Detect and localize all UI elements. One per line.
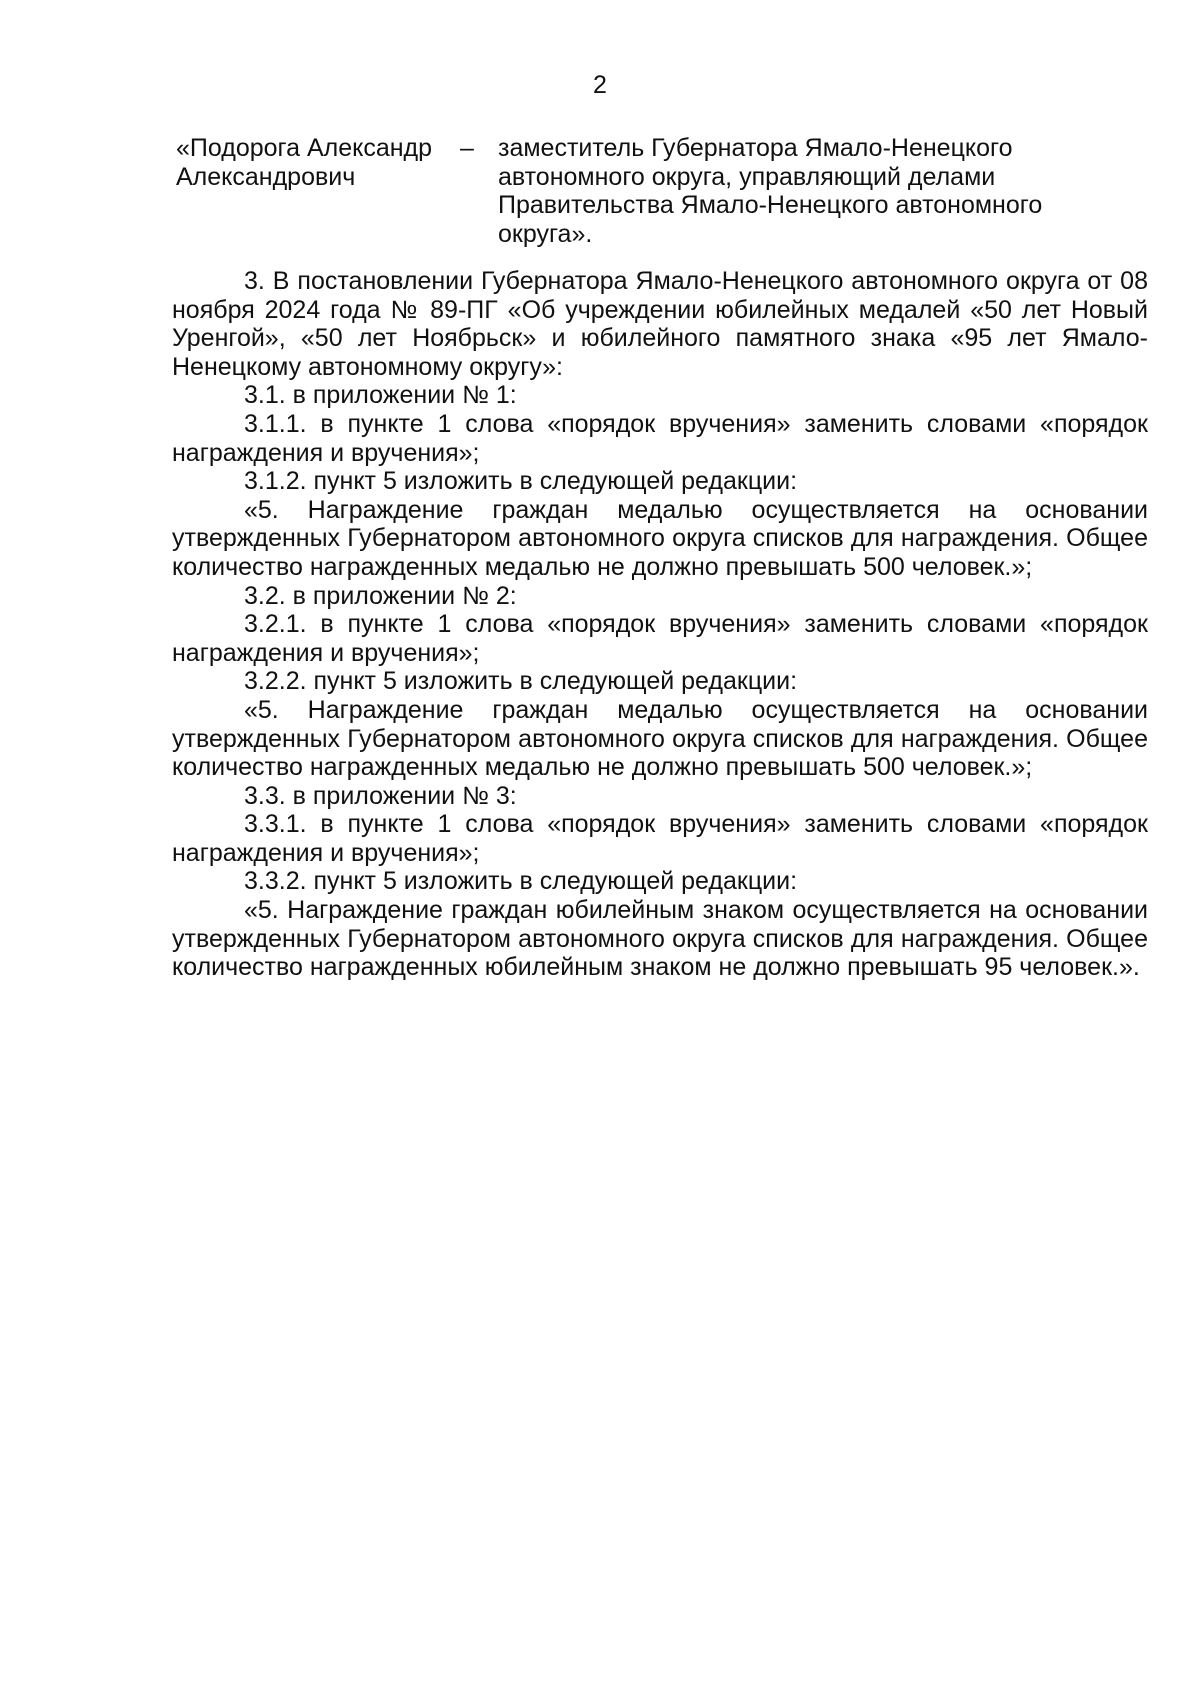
appointee-position: заместитель Губернатора Ямало-Ненецкого автономного округа, управляющий делами Правительства Ямало-Ненецкого автономного округа». (498, 134, 1043, 248)
paragraph-3-3-2: 3.3.2. пункт 5 изложить в следующей редакции: (244, 867, 798, 896)
appointee-name-line2: Александрович (176, 162, 356, 191)
paragraph-3-1: 3.1. в приложении № 1: (244, 381, 517, 410)
appointee-name (176, 134, 476, 191)
paragraph-3-3-2-text: «5. Награждение граждан юбилейным знаком осуществляется на основании утвержденных Губернатором автономного округа списков для награждения. Общее количество награжденных юбилейным знаком не должно превышать 95 человек.». (172, 896, 1148, 982)
paragraph-3-2-2-text: «5. Награждение граждан медалью осуществляется на основании утвержденных Губернатором автономного округа списков для награждения. Общее количество награжденных медалью не должно превышать 500 человек.»; (172, 695, 1148, 782)
paragraph-3-2-2: 3.2.2. пункт 5 изложить в следующей редакции: (244, 667, 798, 696)
paragraph-3: 3. В постановлении Губернатора Ямало-Ненецкого автономного округа от 08 ноября 2024 года № 89-ПГ «Об учреждении юбилейных медалей «50 лет Новый Уренгой», «50 лет Ноябрьск» и юбилейного памятного знака «95 лет Ямало-Ненецкому автономному округу»: (172, 267, 1148, 381)
paragraph-3-1-2: 3.1.2. пункт 5 изложить в следующей редакции: (244, 467, 798, 496)
page-number: 2 (593, 71, 607, 99)
paragraph-3-3: 3.3. в приложении № 3: (244, 781, 517, 810)
paragraph-3-2-1: 3.2.1. в пункте 1 слова «порядок вручения» заменить словами «порядок награждения и вручения»; (172, 610, 1148, 667)
appointment-dash: – (460, 134, 474, 162)
appointee-name-line1: «Подорога Александр (176, 134, 433, 162)
document-body (172, 267, 1148, 982)
paragraph-3-3-1: 3.3.1. в пункте 1 слова «порядок вручения» заменить словами «порядок награждения и вручения»; (172, 810, 1148, 867)
paragraph-3-1-1: 3.1.1. в пункте 1 слова «порядок вручения» заменить словами «порядок награждения и вручения»; (172, 409, 1148, 467)
paragraph-3-1-2-text: «5. Награждение граждан медалью осуществляется на основании утвержденных Губернатором автономного округа списков для награждения. Общее количество награжденных медалью не должно превышать 500 человек.»; (172, 495, 1148, 581)
paragraph-3-2: 3.2. в приложении № 2: (244, 581, 517, 610)
